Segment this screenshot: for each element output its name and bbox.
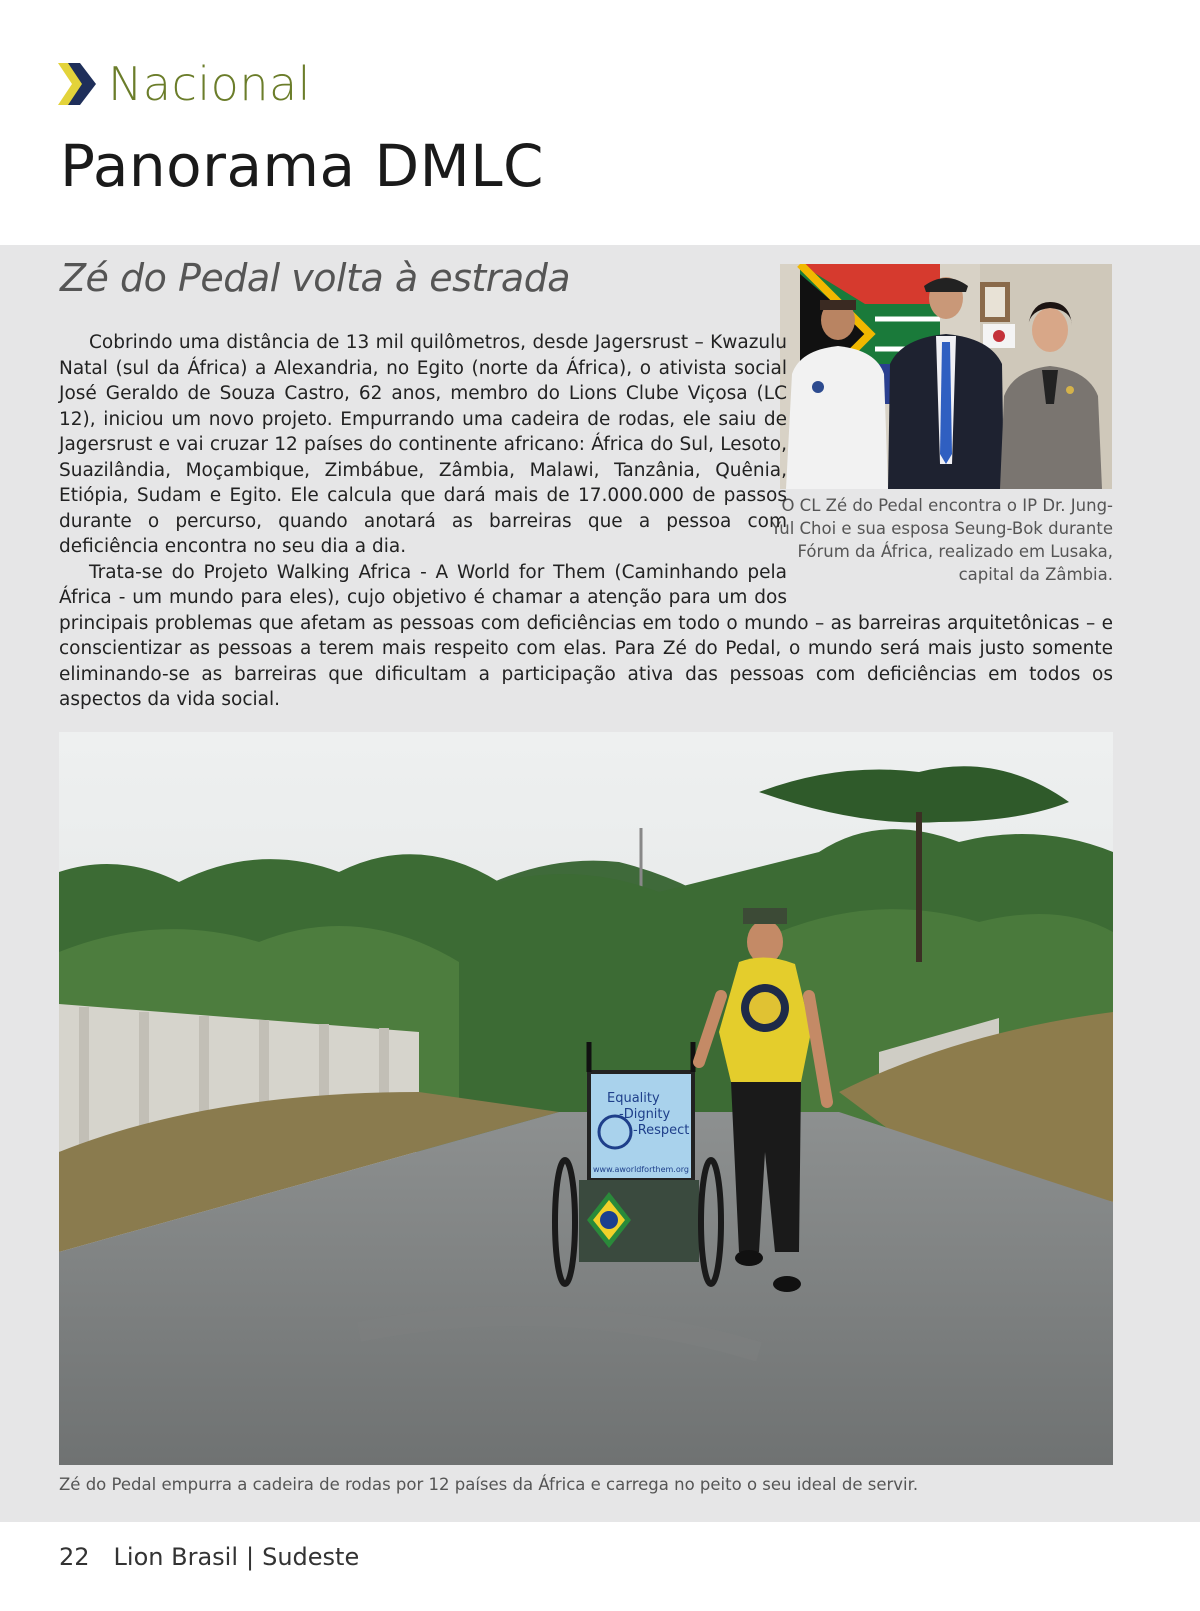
chevron-icon bbox=[58, 61, 98, 107]
road-photo-caption: Zé do Pedal empurra a cadeira de rodas por 12 países da África e carrega no peito o seu ideal de servir. bbox=[59, 1475, 919, 1494]
road-photo bbox=[59, 732, 1113, 1465]
article-body bbox=[59, 330, 1113, 713]
page-number: 22 bbox=[59, 1543, 90, 1571]
section-label: Nacional bbox=[108, 57, 311, 111]
sign-line: -Respect bbox=[633, 1123, 690, 1138]
region-name: Sudeste bbox=[262, 1543, 360, 1571]
photo-float-spacer bbox=[787, 330, 1113, 595]
sign-line: -Dignity bbox=[619, 1107, 671, 1122]
sign-line: Equality bbox=[607, 1091, 660, 1106]
section-header bbox=[58, 58, 311, 110]
article-title: Zé do Pedal volta à estrada bbox=[60, 256, 571, 300]
article-paragraph: Trata-se do Projeto Walking Africa - A World for Them (Caminhando pela África - um mundo para eles), cujo objetivo é chamar a atenção para um dos principais problemas que afetam as pessoas com deficiências em todo o mundo – as barreiras arquitetônicas – e conscientizar as pessoas a terem mais respeito com elas. Para Zé do Pedal, o mundo será mais justo somente eliminando-se as barreiras que dificultam a participação ativa das pessoas com deficiências em todos os aspectos da vida social. bbox=[59, 561, 1113, 710]
meeting-photo-caption: O CL Zé do Pedal encontra o IP Dr. Jung-Yul Choi e sua esposa Seung-Bok durante Fórum da África, realizado em Lusaka, capital da Zâmbia. bbox=[771, 496, 1113, 584]
magazine-name: Lion Brasil bbox=[113, 1543, 238, 1571]
article-paragraph: Cobrindo uma distância de 13 mil quilômetros, desde Jagersrust – Kwazulu Natal (sul da África) a Alexandria, no Egito (norte da África), o ativista social José Geraldo de Souza Castro, 62 anos, membro do Lions Clube Viçosa (LC 12), iniciou um novo projeto. Empurrando uma cadeira de rodas, ele saiu de Jagersrust e vai cruzar 12 países do continente africano: África do Sul, Lesoto, Suazilândia, Moçambique, Zimbábue, Zâmbia, Malawi, Tanzânia, Quênia, Etiópia, Sudam e Egito. Ele calcula que dará mais de 17.000.000 de passos durante o percurso, quando anotará as barreiras que a pessoa com deficiência encontra no seu dia a dia. bbox=[59, 332, 787, 557]
footer-separator: | bbox=[246, 1543, 255, 1571]
page-title: Panorama DMLC bbox=[60, 132, 545, 200]
page-footer bbox=[59, 1541, 359, 1573]
sign-url: www.aworldforthem.org bbox=[593, 1165, 689, 1174]
